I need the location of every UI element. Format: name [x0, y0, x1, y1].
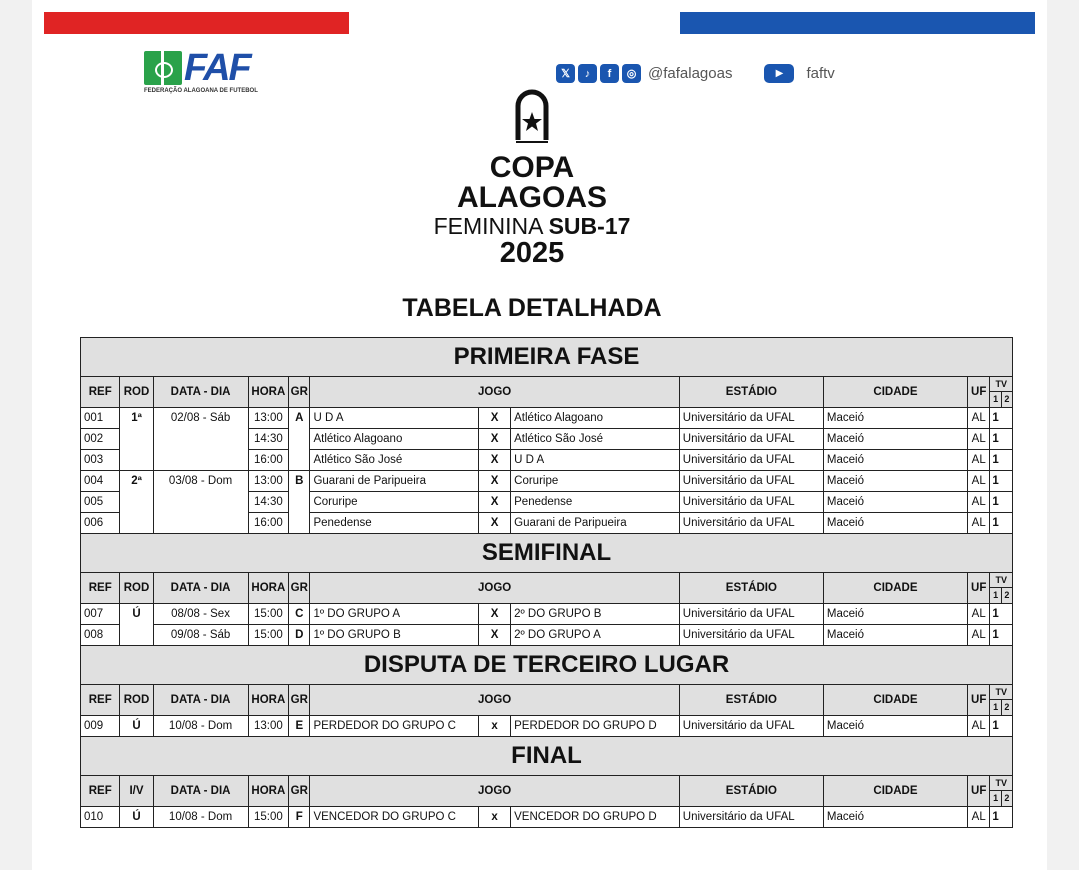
match-date [153, 513, 248, 534]
tv-1-label: 1 [990, 791, 1001, 806]
match-tv: 1 [990, 513, 1013, 534]
phase-title: FINAL [81, 737, 1013, 776]
match-tv: 1 [990, 492, 1013, 513]
match-tv: 1 [990, 429, 1013, 450]
table-row [81, 807, 1013, 828]
match-uf: AL [968, 604, 990, 625]
versus-mark: X [479, 604, 511, 625]
phase-title: SEMIFINAL [81, 534, 1013, 573]
col-ref-header: REF [81, 685, 120, 716]
table-row [81, 716, 1013, 737]
col-tv-header [990, 776, 1013, 807]
blue-stripe [680, 12, 1035, 34]
match-ref: 010 [81, 807, 120, 828]
match-group [289, 450, 310, 471]
match-tv: 1 [990, 807, 1013, 828]
match-city: Maceió [823, 513, 967, 534]
table-row [81, 492, 1013, 513]
versus-mark: X [479, 450, 511, 471]
col-tv-header [990, 685, 1013, 716]
col-tv-header [990, 377, 1013, 408]
away-team: 2º DO GRUPO B [511, 604, 680, 625]
phase-header [81, 338, 1013, 377]
match-uf: AL [968, 716, 990, 737]
col-date-header: DATA - DIA [153, 377, 248, 408]
match-city: Maceió [823, 429, 967, 450]
tiktok-icon[interactable]: ♪ [578, 64, 597, 83]
col-match-header: JOGO [310, 377, 679, 408]
match-date: 09/08 - Sáb [153, 625, 248, 646]
match-round: 2ª [120, 471, 153, 492]
col-time-header: HORA [248, 377, 289, 408]
versus-mark: x [479, 807, 511, 828]
match-date [153, 492, 248, 513]
table-row [81, 625, 1013, 646]
home-team: Coruripe [310, 492, 479, 513]
social-links [556, 64, 835, 83]
tv-1-label: 1 [990, 392, 1001, 407]
x-icon[interactable]: 𝕏 [556, 64, 575, 83]
logo-subtitle: FEDERAÇÃO ALAGOANA DE FUTEBOL [144, 88, 258, 94]
tv-label: TV [990, 776, 1012, 791]
col-ref-header: REF [81, 573, 120, 604]
table-row [81, 604, 1013, 625]
table-row [81, 513, 1013, 534]
field-icon [144, 51, 182, 85]
match-city: Maceió [823, 450, 967, 471]
match-stadium: Universitário da UFAL [679, 716, 823, 737]
away-team: VENCEDOR DO GRUPO D [511, 807, 680, 828]
match-time: 16:00 [248, 450, 289, 471]
versus-mark: X [479, 513, 511, 534]
match-group: E [289, 716, 310, 737]
match-time: 15:00 [248, 604, 289, 625]
match-tv: 1 [990, 450, 1013, 471]
match-stadium: Universitário da UFAL [679, 471, 823, 492]
home-team: Atlético São José [310, 450, 479, 471]
col-city-header: CIDADE [823, 685, 967, 716]
col-date-header: DATA - DIA [153, 776, 248, 807]
youtube-handle[interactable]: faftv [806, 65, 835, 82]
away-team: PERDEDOR DO GRUPO D [511, 716, 680, 737]
match-round [120, 450, 153, 471]
col-match-header: JOGO [310, 685, 679, 716]
col-stadium-header: ESTÁDIO [679, 685, 823, 716]
match-uf: AL [968, 625, 990, 646]
schedule-table [80, 337, 1013, 828]
cup-line-2: ALAGOAS [457, 181, 607, 214]
match-city: Maceió [823, 807, 967, 828]
match-group: F [289, 807, 310, 828]
column-header-row [81, 776, 1013, 807]
col-group-header: GR [289, 776, 310, 807]
match-tv: 1 [990, 604, 1013, 625]
match-round [120, 625, 153, 646]
cup-emblem-icon [512, 88, 552, 144]
match-date: 03/08 - Dom [153, 471, 248, 492]
match-round [120, 513, 153, 534]
match-city: Maceió [823, 408, 967, 429]
versus-mark: X [479, 429, 511, 450]
col-time-header: HORA [248, 776, 289, 807]
col-rod-header: ROD [120, 685, 153, 716]
instagram-icon[interactable]: ◎ [622, 64, 641, 83]
column-header-row [81, 377, 1013, 408]
match-stadium: Universitário da UFAL [679, 513, 823, 534]
col-rod-header: I/V [120, 776, 153, 807]
versus-mark: X [479, 471, 511, 492]
phase-title: PRIMEIRA FASE [81, 338, 1013, 377]
match-time: 14:30 [248, 492, 289, 513]
match-ref: 005 [81, 492, 120, 513]
col-match-header: JOGO [310, 573, 679, 604]
match-uf: AL [968, 450, 990, 471]
home-team: U D A [310, 408, 479, 429]
tv-1-label: 1 [990, 700, 1001, 715]
col-stadium-header: ESTÁDIO [679, 776, 823, 807]
col-uf-header: UF [968, 377, 990, 408]
match-ref: 001 [81, 408, 120, 429]
match-group: C [289, 604, 310, 625]
col-group-header: GR [289, 685, 310, 716]
match-group [289, 513, 310, 534]
col-ref-header: REF [81, 776, 120, 807]
facebook-icon[interactable]: f [600, 64, 619, 83]
match-ref: 009 [81, 716, 120, 737]
social-handle[interactable]: @fafalagoas [648, 65, 733, 82]
match-time: 15:00 [248, 625, 289, 646]
col-group-header: GR [289, 377, 310, 408]
match-ref: 008 [81, 625, 120, 646]
versus-mark: x [479, 716, 511, 737]
home-team: Penedense [310, 513, 479, 534]
match-uf: AL [968, 471, 990, 492]
cup-line-1: COPA [489, 151, 575, 184]
col-time-header: HORA [248, 685, 289, 716]
phase-header [81, 737, 1013, 776]
match-uf: AL [968, 429, 990, 450]
match-ref: 007 [81, 604, 120, 625]
col-stadium-header: ESTÁDIO [679, 573, 823, 604]
match-time: 13:00 [248, 471, 289, 492]
match-group: A [289, 408, 310, 429]
col-ref-header: REF [81, 377, 120, 408]
match-ref: 006 [81, 513, 120, 534]
match-group: B [289, 471, 310, 492]
cup-line-3 [402, 213, 662, 239]
match-uf: AL [968, 492, 990, 513]
match-uf: AL [968, 513, 990, 534]
match-time: 13:00 [248, 716, 289, 737]
column-header-row [81, 685, 1013, 716]
red-stripe [44, 12, 349, 34]
match-ref: 004 [81, 471, 120, 492]
away-team: Atlético São José [511, 429, 680, 450]
home-team: Guarani de Paripueira [310, 471, 479, 492]
match-round [120, 492, 153, 513]
match-stadium: Universitário da UFAL [679, 492, 823, 513]
match-round [120, 429, 153, 450]
tv-label: TV [990, 377, 1012, 392]
home-team: VENCEDOR DO GRUPO C [310, 807, 479, 828]
match-time: 14:30 [248, 429, 289, 450]
match-group [289, 429, 310, 450]
col-time-header: HORA [248, 573, 289, 604]
away-team: 2º DO GRUPO A [511, 625, 680, 646]
home-team: 1º DO GRUPO A [310, 604, 479, 625]
match-city: Maceió [823, 625, 967, 646]
away-team: Coruripe [511, 471, 680, 492]
match-ref: 002 [81, 429, 120, 450]
col-city-header: CIDADE [823, 377, 967, 408]
tv-2-label: 2 [1004, 394, 1010, 404]
col-stadium-header: ESTÁDIO [679, 377, 823, 408]
match-ref: 003 [81, 450, 120, 471]
col-uf-header: UF [968, 685, 990, 716]
logo-text: FAF [184, 47, 250, 89]
match-stadium: Universitário da UFAL [679, 625, 823, 646]
page-title: TABELA DETALHADA [402, 294, 662, 322]
match-city: Maceió [823, 492, 967, 513]
match-tv: 1 [990, 408, 1013, 429]
tv-label: TV [990, 685, 1012, 700]
col-rod-header: ROD [120, 573, 153, 604]
youtube-icon[interactable]: ▶ [764, 64, 794, 83]
faf-logo [144, 48, 294, 98]
match-round: 1ª [120, 408, 153, 429]
cup-logo [402, 88, 662, 267]
col-city-header: CIDADE [823, 573, 967, 604]
table-row [81, 450, 1013, 471]
match-group [289, 492, 310, 513]
match-date: 02/08 - Sáb [153, 408, 248, 429]
match-stadium: Universitário da UFAL [679, 450, 823, 471]
col-match-header: JOGO [310, 776, 679, 807]
match-round: Ú [120, 604, 153, 625]
match-group: D [289, 625, 310, 646]
home-team: PERDEDOR DO GRUPO C [310, 716, 479, 737]
match-round: Ú [120, 716, 153, 737]
col-date-header: DATA - DIA [153, 573, 248, 604]
table-row [81, 408, 1013, 429]
col-date-header: DATA - DIA [153, 685, 248, 716]
away-team: U D A [511, 450, 680, 471]
cup-year: 2025 [499, 237, 565, 269]
match-date: 08/08 - Sex [153, 604, 248, 625]
col-tv-header [990, 573, 1013, 604]
match-date [153, 450, 248, 471]
versus-mark: X [479, 408, 511, 429]
home-team: 1º DO GRUPO B [310, 625, 479, 646]
match-stadium: Universitário da UFAL [679, 807, 823, 828]
match-stadium: Universitário da UFAL [679, 429, 823, 450]
col-rod-header: ROD [120, 377, 153, 408]
table-row [81, 429, 1013, 450]
tv-2-label: 2 [1004, 702, 1010, 712]
col-group-header: GR [289, 573, 310, 604]
cup-sub17: SUB-17 [548, 213, 631, 239]
phase-header [81, 646, 1013, 685]
away-team: Guarani de Paripueira [511, 513, 680, 534]
match-uf: AL [968, 408, 990, 429]
match-stadium: Universitário da UFAL [679, 604, 823, 625]
document-page [32, 0, 1047, 870]
match-date: 10/08 - Dom [153, 716, 248, 737]
tv-label: TV [990, 573, 1012, 588]
phase-title: DISPUTA DE TERCEIRO LUGAR [81, 646, 1013, 685]
away-team: Penedense [511, 492, 680, 513]
col-uf-header: UF [968, 573, 990, 604]
match-time: 16:00 [248, 513, 289, 534]
tv-2-label: 2 [1004, 590, 1010, 600]
column-header-row [81, 573, 1013, 604]
cup-feminina: FEMININA [433, 213, 549, 239]
match-round: Ú [120, 807, 153, 828]
col-uf-header: UF [968, 776, 990, 807]
tv-2-label: 2 [1004, 793, 1010, 803]
match-city: Maceió [823, 471, 967, 492]
col-city-header: CIDADE [823, 776, 967, 807]
match-city: Maceió [823, 604, 967, 625]
match-city: Maceió [823, 716, 967, 737]
versus-mark: X [479, 625, 511, 646]
away-team: Atlético Alagoano [511, 408, 680, 429]
match-tv: 1 [990, 716, 1013, 737]
match-tv: 1 [990, 625, 1013, 646]
match-stadium: Universitário da UFAL [679, 408, 823, 429]
tv-1-label: 1 [990, 588, 1001, 603]
match-time: 13:00 [248, 408, 289, 429]
match-tv: 1 [990, 471, 1013, 492]
versus-mark: X [479, 492, 511, 513]
match-time: 15:00 [248, 807, 289, 828]
match-uf: AL [968, 807, 990, 828]
match-date [153, 429, 248, 450]
match-date: 10/08 - Dom [153, 807, 248, 828]
home-team: Atlético Alagoano [310, 429, 479, 450]
table-row [81, 471, 1013, 492]
phase-header [81, 534, 1013, 573]
